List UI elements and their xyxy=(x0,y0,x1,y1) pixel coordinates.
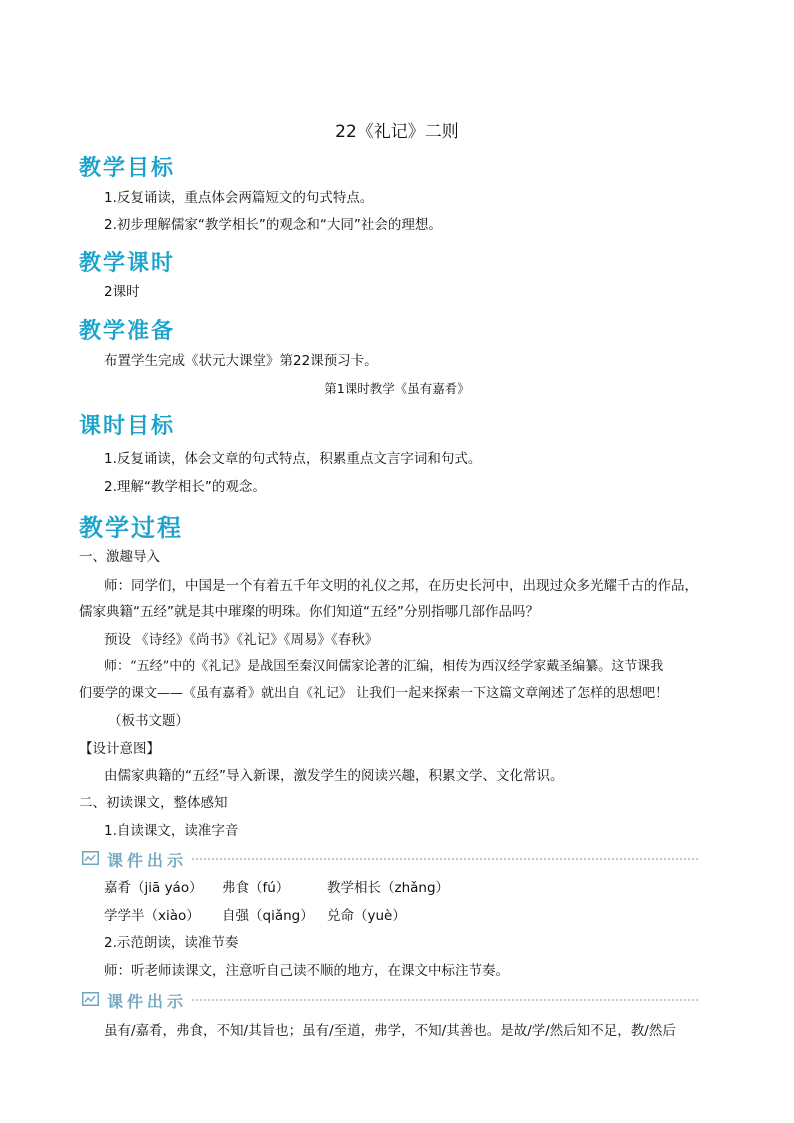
prep-text: 布置学生完成《状元大课堂》第22课预习卡。 xyxy=(104,353,378,369)
heading-lesson-goals: 课时目标 xyxy=(79,414,176,439)
heading-teaching-prep: 教学准备 xyxy=(79,319,176,344)
paragraph-2-line-2: 们要学的课文——《虽有嘉肴》就出自《礼记》 让我们一起来探索一下这篇文章阐述了怎样的思想吧！ xyxy=(79,686,669,701)
word-item: 兑命（yuè） xyxy=(327,908,406,924)
heading-teaching-hours: 教学课时 xyxy=(79,251,176,276)
dotted-divider xyxy=(192,858,698,860)
courseware-icon xyxy=(82,992,99,1006)
dotted-divider xyxy=(192,999,698,1001)
step-2-heading: 二、初读课文，整体感知 xyxy=(79,795,228,811)
design-intent-text: 由儒家典籍的“五经”导入新课，激发学生的阅读兴趣，积累文学、文化常识。 xyxy=(104,768,564,784)
word-item: 自强（qiǎng） xyxy=(222,908,314,924)
lesson-title: 第1课时教学《虽有嘉肴》 xyxy=(324,381,470,396)
document-title: 22《礼记》二则 xyxy=(335,122,459,142)
courseware-label: 课件出示 xyxy=(107,992,188,1011)
sub-step-1: 1.自读课文，读准字音 xyxy=(104,823,239,839)
courseware-banner-1 xyxy=(82,849,698,869)
preset-answer: 预设 《诗经》《尚书》《礼记》《周易》《春秋》 xyxy=(104,632,379,648)
hours-value: 2课时 xyxy=(104,284,140,300)
word-item: 嘉肴（jiā yáo） xyxy=(104,880,203,896)
heading-teaching-goals: 教学目标 xyxy=(79,156,176,181)
paragraph-1-line-1: 师：同学们，中国是一个有着五千年文明的礼仪之邦，在历史长河中，出现过众多光耀千古的作品， xyxy=(104,578,698,594)
heading-teaching-process: 教学过程 xyxy=(79,514,183,542)
word-item: 教学相长（zhǎng） xyxy=(327,880,450,896)
paragraph-3: 师：听老师读课文，注意听自己读不顺的地方，在课文中标注节奏。 xyxy=(104,963,509,979)
board-note: （板书文题） xyxy=(108,713,189,729)
paragraph-1-line-2: 儒家典籍“五经”就是其中璀璨的明珠。你们知道“五经”分别指哪几部作品吗？ xyxy=(79,604,539,620)
lesson-goal-1: 1.反复诵读，体会文章的句式特点，积累重点文言字词和句式。 xyxy=(104,451,482,467)
design-intent-heading: 【设计意图】 xyxy=(79,741,160,757)
classical-text-line: 虽有/嘉肴，弗食，不知/其旨也；虽有/至道，弗学，不知/其善也。是故/学/然后知不足，教/然后 xyxy=(104,1023,676,1039)
word-item: 学学半（xiào） xyxy=(104,908,200,924)
goal-item-1: 1.反复诵读，重点体会两篇短文的句式特点。 xyxy=(104,190,374,206)
courseware-label: 课件出示 xyxy=(107,851,188,870)
courseware-banner-2 xyxy=(82,990,698,1010)
courseware-icon xyxy=(82,851,99,865)
step-1-heading: 一、激趣导入 xyxy=(79,549,160,565)
goal-item-2: 2.初步理解儒家“教学相长”的观念和“大同”社会的理想。 xyxy=(104,217,442,233)
paragraph-2-line-1: 师：“五经”中的《礼记》是战国至秦汉间儒家论著的汇编，相传为西汉经学家戴圣编纂。这节课我 xyxy=(104,659,664,674)
word-item: 弗食（fú） xyxy=(222,880,290,896)
lesson-goal-2: 2.理解“教学相长”的观念。 xyxy=(104,479,266,495)
sub-step-2: 2.示范朗读，读准节奏 xyxy=(104,935,239,951)
